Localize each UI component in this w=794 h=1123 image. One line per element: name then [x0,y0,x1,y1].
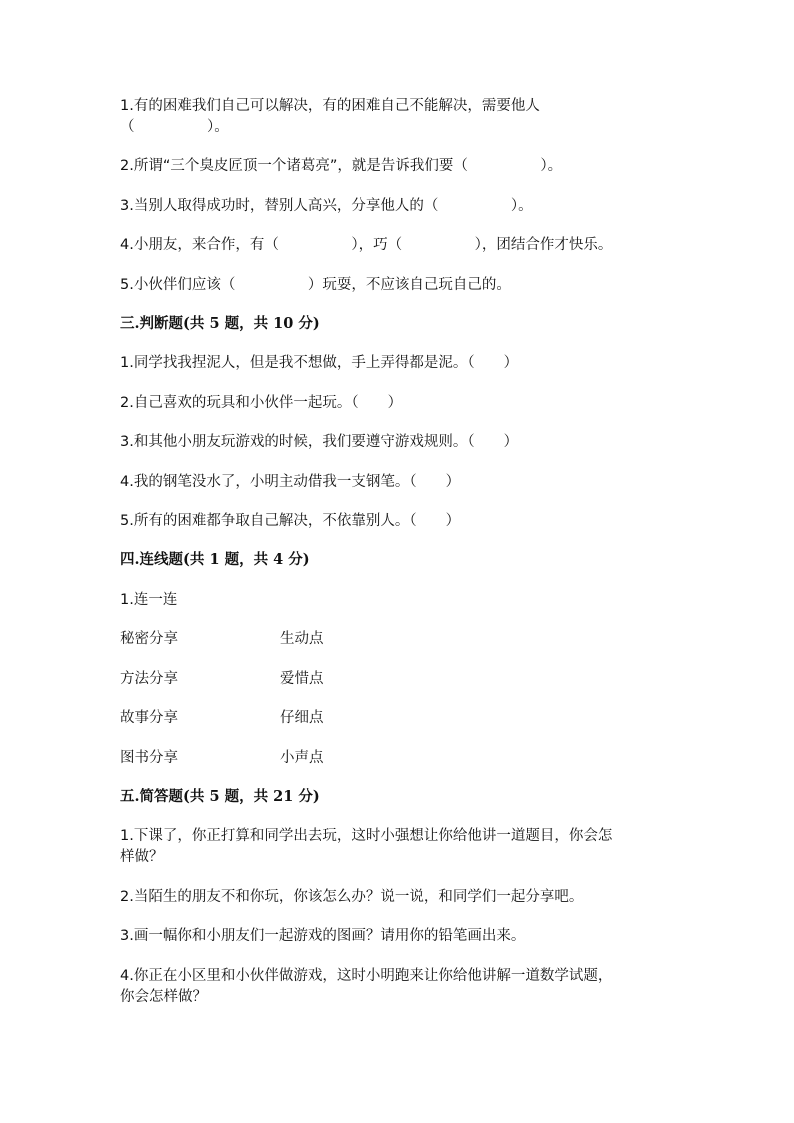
matching-left-item: 秘密分享 [120,631,178,647]
short-answer-q4-line2: 你会怎样做？ [120,989,207,1005]
section-heading-judge: 三.判断题(共 5 题，共 10 分) [120,315,320,332]
section-heading-matching: 四.连线题(共 1 题，共 4 分) [120,551,310,568]
judge-item: 5.所有的困难都争取自己解决，不依靠别人。（ ） [120,513,461,529]
matching-right-item: 仔细点 [280,710,324,726]
fill-blank-q1-line2: （ ）。 [120,119,229,135]
fill-blank-q1-line1: 1.有的困难我们自己可以解决，有的困难自己不能解决，需要他人 [120,98,540,114]
fill-blank-q3: 3.当别人取得成功时，替别人高兴，分享他人的（ ）。 [120,198,533,214]
judge-item: 4.我的钢笔没水了，小明主动借我一支钢笔。（ ） [120,474,461,490]
judge-item: 1.同学找我捏泥人，但是我不想做，手上弄得都是泥。（ ） [120,355,519,371]
short-answer-q4-line1: 4.你正在小区里和小伙伴做游戏，这时小明跑来让你给他讲解一道数学试题， [120,968,613,984]
matching-left-item: 图书分享 [120,750,178,766]
matching-right-item: 爱惜点 [280,671,324,687]
matching-right-item: 生动点 [280,631,324,647]
fill-blank-q5: 5.小伙伴们应该（ ）玩耍，不应该自己玩自己的。 [120,277,511,293]
matching-left-item: 方法分享 [120,671,178,687]
judge-item: 2.自己喜欢的玩具和小伙伴一起玩。（ ） [120,395,403,411]
fill-blank-q4: 4.小朋友，来合作，有（ ），巧（ ），团结合作才快乐。 [120,237,613,253]
short-answer-q2: 2.当陌生的朋友不和你玩，你该怎么办？说一说，和同学们一起分享吧。 [120,889,584,905]
judge-item: 3.和其他小朋友玩游戏的时候，我们要遵守游戏规则。（ ） [120,434,519,450]
section-heading-short-answer: 五.简答题(共 5 题，共 21 分) [120,788,320,805]
matching-left-item: 故事分享 [120,710,178,726]
short-answer-q1-line1: 1.下课了，你正打算和同学出去玩，这时小强想让你给他讲一道题目，你会怎 [120,828,613,844]
short-answer-q1-line2: 样做？ [120,849,164,865]
fill-blank-q2: 2.所谓“三个臭皮匠顶一个诸葛亮”，就是告诉我们要（ ）。 [120,158,563,174]
matching-right-item: 小声点 [280,750,324,766]
matching-prompt: 1.连一连 [120,592,178,608]
short-answer-q3: 3.画一幅你和小朋友们一起游戏的图画？请用你的铅笔画出来。 [120,928,526,944]
